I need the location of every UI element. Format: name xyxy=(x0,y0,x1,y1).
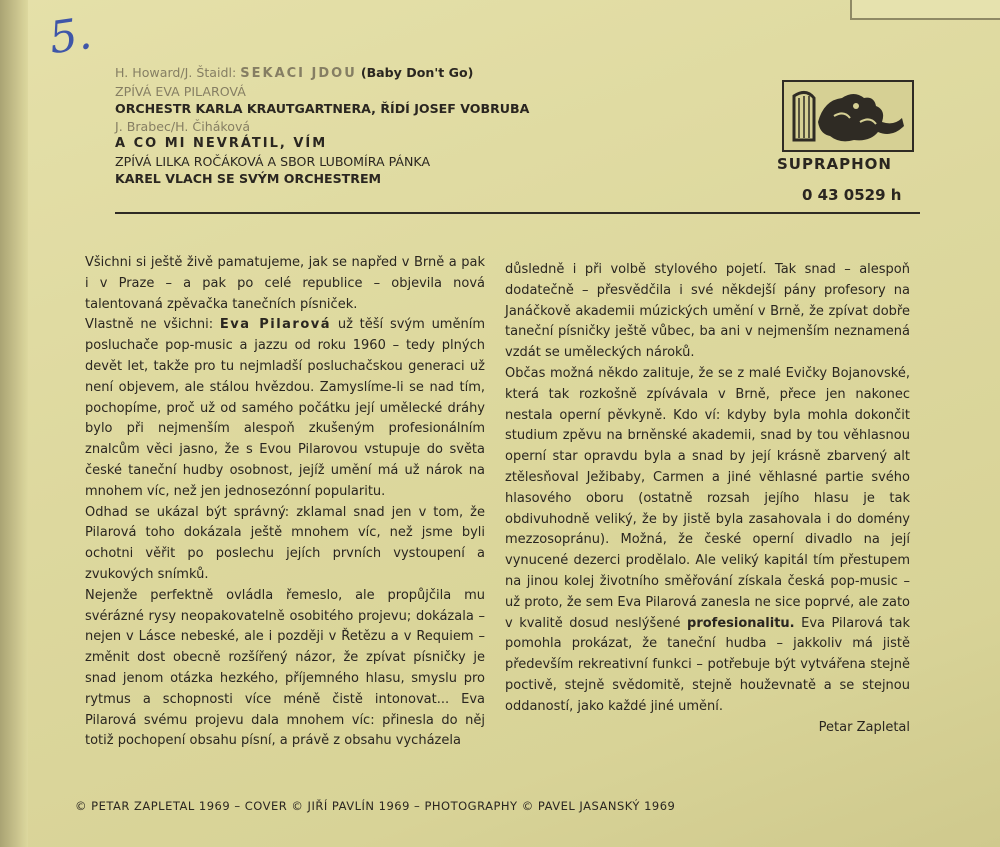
catalog-number: 0 43 0529 h xyxy=(802,186,902,204)
paragraph-1: Všichni si ještě živě pamatujeme, jak se napřed v Brně a pak i v Praze – a pak po celé republice – objevila nová talentovaná zpěvačka tanečních písniček. xyxy=(85,255,485,312)
article-column-1 xyxy=(85,253,485,752)
sleeve-edge xyxy=(0,0,28,847)
copyright-footer: © PETAR ZAPLETAL 1969 – COVER © JIŘÍ PAVLÍN 1969 – PHOTOGRAPHY © PAVEL JASANSKÝ 1969 xyxy=(75,799,676,813)
track-credits xyxy=(115,64,755,188)
paragraph-3: Odhad se ukázal být správný: zklamal snad jen v tom, že Pilarová toho dokázala ještě mnohem víc, než jsme byli ochotni věřit po poslechu jejích prvních vystoupení a zvukových snímků. xyxy=(85,504,485,582)
paragraph-6-end: Eva Pilarová tak pomohla prokázat, že taneční hudba – jakkoliv má jistě především rekreativní funkci – potřebuje být vytvářena stejně poctivě, stejně svědomitě, stejně houževnatě a se stejnou oddaností, jako každé jiné umění. xyxy=(505,615,911,714)
sleeve-flap xyxy=(850,0,1000,20)
track-2-authors: J. Brabec/H. Čiháková xyxy=(115,118,251,134)
emphasis-professionalism: profesionalitu. xyxy=(687,615,795,631)
paragraph-2 xyxy=(85,315,485,502)
track-2-title: A CO MI NEVRÁTIL, VÍM xyxy=(115,136,328,151)
track-2-orchestra: KAREL VLACH SE SVÝM ORCHESTREM xyxy=(115,171,382,186)
track-1-orchestra: ORCHESTR KARLA KRAUTGARTNERA, ŘÍDÍ JOSEF VOBRUBA xyxy=(115,101,530,116)
paragraph-6-body: Občas možná někdo zalituje, že se z malé Evičky Bojanovské, která tak rozkošně zpívávala v Brně, přece jen nakonec nestala operní pěvkyně. Kdo ví: kdyby byla mohla dokončit studium zpěvu na brněnské akademii, snad by tou věhlasnou operní star opravdu byla a snad by její krásně zbarvený alt ztělesňoval Ježibaby, Carmen a jiné věhlasné partie svého hlasového oboru (ostatně rozsah jejího hlasu je tak obdivuhodně veliký, že by jistě byla zasahovala i do domény mezzosopránu). Možná, že české operní divadlo na její vynucené dezerci prodělalo. Ale veliký kapitál tím přestupem na jinou kolej životního směřování získala česká pop-music – už proto, že sem Eva Pilarová zanesla ne sice poprvé, ale zato v kvalitě dosud neslýšené xyxy=(505,365,910,631)
supraphon-logo-icon xyxy=(782,80,914,152)
track-2-singer: ZPÍVÁ LILKA ROČÁKOVÁ A SBOR LUBOMÍRA PÁNKA xyxy=(115,153,431,169)
track-1-header xyxy=(115,64,755,83)
paragraph-2-body: už těší svým uměním posluchače pop-music a jazzu od roku 1960 – tedy plných devět let, takže pro tu nejmladší posluchačskou generaci už není objevem, ale stálou hvězdou. Zamyslíme-li se nad tím, pochopíme, proč už od samého počátku její umělecké dráhy bylo při nejmenším alespoň zkušeným profesionálním znalcům věci jasno, že s Evou Pilarovou vstupuje do světa české taneční hudby osobnost, jejíž umění má už nárok na mnohem víc, než jen jednosezónní popularitu. xyxy=(85,317,485,499)
track-1-title: SEKACI JDOU xyxy=(240,66,357,81)
track-1-authors: H. Howard/J. Štaidl: xyxy=(115,65,237,80)
lion-harp-logo-icon xyxy=(784,82,912,150)
track-1-original-title: (Baby Don't Go) xyxy=(360,65,474,80)
paragraph-6 xyxy=(505,364,910,718)
paragraph-5: důsledně i při volbě stylového pojetí. Tak snad – alespoň dodatečně – přesvědčila i své někdejší pány profesory na Janáčkově akademii múzických umění v Brně, že zpívat dobře taneční písničky ještě vůbec, ba ani v nejmenším neznamená vzdát se uměleckých nároků. xyxy=(505,262,910,361)
track-1-singer: ZPÍVÁ EVA PILAROVÁ xyxy=(115,83,246,99)
author-signature: Petar Zapletal xyxy=(818,719,910,735)
label-name: SUPRAPHON xyxy=(777,155,892,173)
artist-name: Eva Pilarová xyxy=(219,317,332,333)
paragraph-2-lead: Vlastně ne všichni: xyxy=(85,317,214,333)
article-column-2 xyxy=(505,260,910,738)
paragraph-4: Nejenže perfektně ovládla řemeslo, ale propůjčila mu svérázné rysy neopakovatelně osobitého projevu; dokázala – nejen v Lásce nebeské, ale i později v Řetězu a v Requiem – změnit dost obecně rozšířený názor, že zpívat písničky je snad jenom otázka hezkého, příjemného hlasu, smyslu pro rytmus a schopnosti více méně čistě intonovat... Eva Pilarová svému projevu dala mnohem víc: přinesla do něj totiž pochopení obsahu písní, a právě z obsahu vycházela xyxy=(85,587,485,749)
divider-line xyxy=(115,212,920,214)
handwritten-number: 5. xyxy=(46,7,95,65)
